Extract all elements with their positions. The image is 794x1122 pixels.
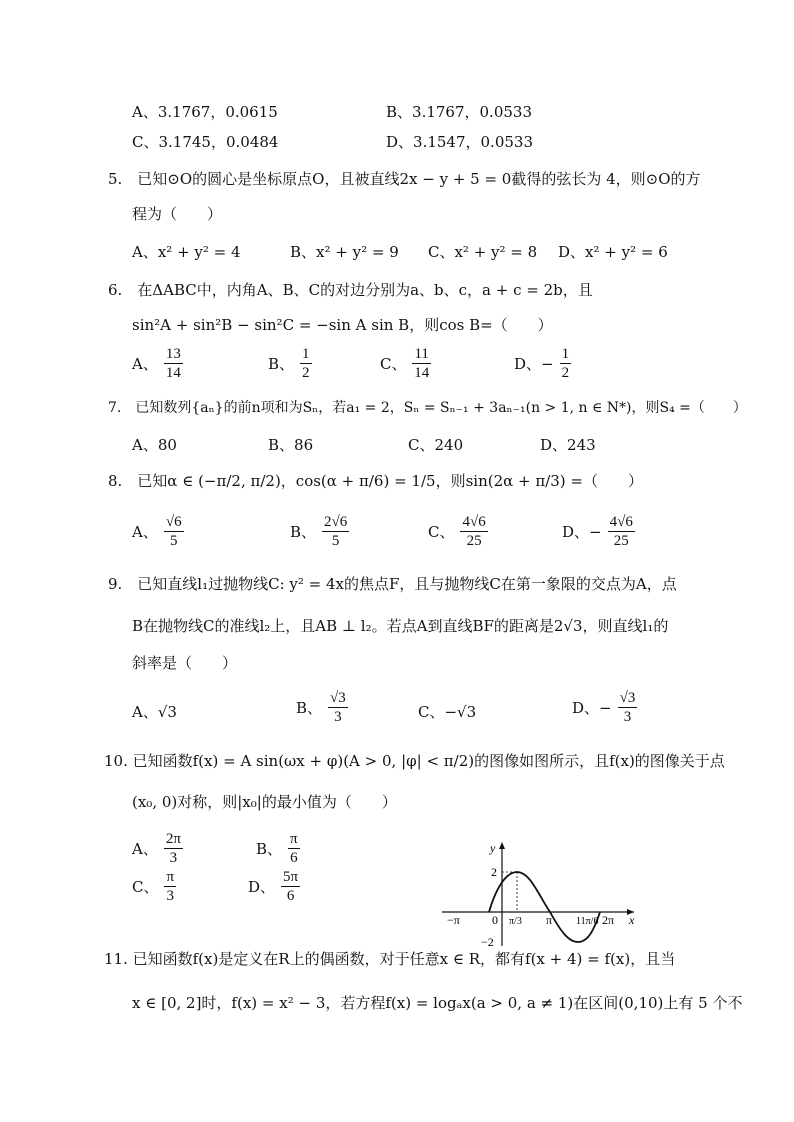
q7-option-a: A、80 — [132, 436, 177, 454]
q7-option-c: C、240 — [408, 436, 464, 454]
option-label: B、 — [290, 523, 317, 541]
q10-option-b — [256, 830, 302, 867]
tick-label-origin: 0 — [492, 913, 498, 927]
tick-label-pi: π — [546, 913, 553, 927]
fraction — [618, 689, 638, 726]
q9-option-d — [572, 689, 639, 726]
denominator: 5 — [331, 533, 340, 549]
q7-option-d: D、243 — [540, 436, 596, 454]
numerator: 2π — [165, 831, 181, 847]
numerator: π — [290, 831, 298, 847]
q9-option-b — [296, 689, 350, 726]
numerator: √6 — [165, 514, 182, 530]
fraction — [164, 345, 183, 382]
denominator: 6 — [286, 888, 295, 904]
option-label: D、 — [248, 878, 276, 896]
numerator: 4√6 — [609, 514, 633, 530]
x-axis-label: x — [629, 913, 635, 927]
option-label: C、 — [132, 878, 159, 896]
tick-label-11pi-over-6: 11π/6 — [576, 916, 599, 927]
fraction — [164, 830, 183, 867]
denominator: 5 — [169, 533, 178, 549]
option-label: C、 — [428, 523, 455, 541]
q10-stem-line1: 10. 已知函数f(x) = A sin(ωx + φ)(A > 0, |φ| < π/2)的图像如图所示，且f(x)的图像关于点 — [104, 752, 725, 770]
tick-label-neg-pi: −π — [447, 913, 460, 927]
numerator: 4√6 — [462, 514, 486, 530]
q10-option-a — [132, 830, 185, 867]
fraction — [288, 830, 300, 867]
tick-label-2pi: 2π — [602, 913, 615, 927]
denominator: 6 — [290, 850, 298, 866]
option-label: D、− — [562, 523, 602, 541]
q6-stem-line1: 6. 在ΔABC中，内角A、B、C的对边分别为a、b、c，a + c = 2b，且 — [108, 281, 593, 299]
q8-option-d — [562, 513, 637, 550]
sine-curve — [489, 872, 600, 942]
numerator: π — [166, 869, 175, 885]
q9-option-a: A、√3 — [132, 703, 177, 721]
q11-stem-line1: 11. 已知函数f(x)是定义在R上的偶函数，对于任意x ∈ R，都有f(x + 4) = f(x)，且当 — [104, 950, 676, 968]
q4-option-c: C、3.1745，0.0484 — [132, 133, 279, 151]
y-axis-label: y — [490, 841, 496, 855]
fraction — [412, 345, 430, 382]
q9-stem-line3: 斜率是（ ） — [132, 654, 238, 672]
q9-stem-line1: 9. 已知直线l₁过抛物线C: y² = 4x的焦点F，且与抛物线C在第一象限的交点为A，点 — [108, 575, 677, 593]
q4-option-a: A、3.1767，0.0615 — [132, 103, 278, 121]
q11-stem-line2: x ∈ [0, 2]时，f(x) = x² − 3，若方程f(x) = logₐx(a > 0, a ≠ 1)在区间(0,10)上有 5 个不 — [132, 994, 743, 1012]
q4-option-d: D、3.1547，0.0533 — [386, 133, 533, 151]
q6-stem-line2: sin²A + sin²B − sin²C = −sin A sin B，则cos B=（ ） — [132, 316, 553, 334]
tick-label-2: 2 — [491, 865, 497, 879]
q6-option-d — [514, 345, 573, 382]
q6-option-c — [380, 345, 433, 382]
numerator: √3 — [330, 690, 346, 706]
option-label: A、 — [132, 840, 158, 858]
numerator: 1 — [561, 346, 570, 362]
y-axis-arrow — [499, 842, 505, 849]
q8-option-b — [290, 513, 351, 550]
option-label: D、− — [572, 699, 612, 717]
fraction — [281, 868, 300, 905]
numerator: 1 — [302, 346, 310, 362]
q5-option-d: D、x² + y² = 6 — [558, 243, 668, 261]
fraction — [608, 513, 635, 550]
denominator: 3 — [169, 850, 178, 866]
q10-option-c — [132, 868, 178, 905]
q9-stem-line2: B在抛物线C的准线l₂上，且AB ⊥ l₂。若点A到直线BF的距离是2√3，则直线l₁的 — [132, 617, 669, 635]
q10-option-d — [248, 868, 302, 905]
numerator: √3 — [619, 690, 636, 706]
fraction — [328, 689, 348, 726]
fraction — [560, 345, 572, 382]
option-label: B、 — [256, 840, 283, 858]
q5-option-b: B、x² + y² = 9 — [290, 243, 399, 261]
denominator: 25 — [466, 533, 482, 549]
option-label: C、 — [380, 355, 407, 373]
sine-graph-figure — [438, 838, 638, 950]
q7-option-b: B、86 — [268, 436, 314, 454]
numerator: 11 — [414, 346, 429, 362]
q8-option-c — [428, 513, 490, 550]
denominator: 14 — [165, 365, 181, 381]
denominator: 3 — [623, 709, 632, 725]
denominator: 3 — [166, 888, 175, 904]
q8-option-a — [132, 513, 186, 550]
q5-option-c: C、x² + y² = 8 — [428, 243, 538, 261]
q5-stem-line2: 程为（ ） — [132, 205, 223, 223]
q7-stem-line1: 7. 已知数列{aₙ}的前n项和为Sₙ，若a₁ = 2，Sₙ = Sₙ₋₁ + 3aₙ₋₁(n > 1, n ∈ N*)，则S₄ =（ ） — [108, 400, 747, 416]
option-label: D、− — [514, 355, 554, 373]
q9-option-c: C、−√3 — [418, 703, 477, 721]
q4-option-b: B、3.1767，0.0533 — [386, 103, 532, 121]
q8-stem-line1: 8. 已知α ∈ (−π/2, π/2)，cos(α + π/6) = 1/5，则sin(2α + π/3) =（ ） — [108, 472, 643, 490]
fraction — [300, 345, 312, 382]
option-label: A、 — [132, 355, 158, 373]
denominator: 2 — [302, 365, 310, 381]
denominator: 25 — [613, 533, 629, 549]
option-label: A、 — [132, 523, 158, 541]
tick-label-neg2: −2 — [481, 935, 494, 949]
q5-option-a: A、x² + y² = 4 — [132, 243, 241, 261]
q6-option-a — [132, 345, 185, 382]
numerator: 2√6 — [324, 514, 348, 530]
numerator: 13 — [165, 346, 181, 362]
q10-stem-line2: (x₀, 0)对称，则|x₀|的最小值为（ ） — [132, 793, 397, 811]
q6-option-b — [268, 345, 314, 382]
option-label: B、 — [268, 355, 295, 373]
fraction — [164, 868, 176, 905]
fraction — [460, 513, 487, 550]
q5-stem-line1: 5. 已知⊙O的圆心是坐标原点O，且被直线2x − y + 5 = 0截得的弦长为 4，则⊙O的方 — [108, 170, 701, 188]
denominator: 2 — [561, 365, 570, 381]
numerator: 5π — [283, 869, 299, 885]
option-label: B、 — [296, 699, 323, 717]
denominator: 3 — [334, 709, 342, 725]
fraction — [164, 513, 184, 550]
fraction — [322, 513, 349, 550]
denominator: 14 — [414, 365, 430, 381]
tick-label-pi-over-3: π/3 — [509, 916, 522, 927]
